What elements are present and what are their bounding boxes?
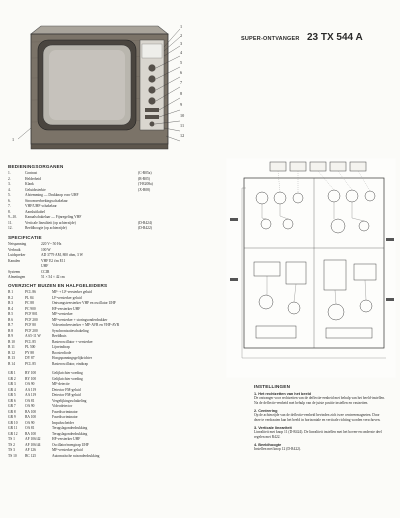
callout-number: 2 bbox=[180, 32, 183, 38]
setting-text: Op de achterzijde van de deflectie-eenheid bevinden zich twee centreermagneten. Door deze te verdraaien kan het beeld in horizontale en verticale richting worden verschoven. bbox=[254, 413, 381, 422]
tube-description: Synchronisatieschakeling bbox=[52, 328, 89, 333]
control-number: 6. bbox=[8, 198, 11, 203]
semiconductor-description: Terugslagonderdrukking bbox=[52, 431, 88, 436]
semiconductor-type: BY 100 bbox=[25, 376, 37, 381]
tube-type: PC 88 bbox=[25, 301, 34, 305]
semiconductor-description: Gelijkrichter voeding bbox=[52, 376, 83, 381]
semiconductor-description: MF-versterker geluid bbox=[52, 448, 83, 452]
tube-position: B 1 bbox=[8, 290, 14, 294]
control-label: Stroomverbrekingsschakelaar bbox=[25, 198, 68, 203]
control-code: (T-R208a) bbox=[138, 182, 153, 186]
callout-number-left: 1 bbox=[12, 137, 15, 142]
setting-title: 3. Verticale lineariteit bbox=[254, 426, 292, 430]
tv-illustration bbox=[8, 18, 208, 153]
spec-value: UHF bbox=[41, 264, 49, 268]
semiconductor-type: OA 81 bbox=[25, 398, 35, 403]
tube-description: Lijneindtrap bbox=[52, 345, 70, 349]
tube-description: Beeldbuis bbox=[52, 334, 67, 338]
tube-type: PC 900 bbox=[25, 306, 36, 311]
spec-value: AD 3779 AM, 800 ohm, 3 W bbox=[41, 253, 84, 257]
semiconductor-description: Impulsscheider bbox=[52, 420, 74, 425]
tube-description: MF-versterker + storingsonderdrukker bbox=[52, 317, 108, 322]
tube-type: PL 500 bbox=[25, 345, 36, 349]
tube-description: Rasteroscillator, eindtrap bbox=[52, 361, 88, 366]
bedieningsorganen-list bbox=[8, 171, 188, 232]
semiconductor-position: TS 2 bbox=[8, 442, 15, 447]
spec-value: 220 V~ 50 Hz bbox=[41, 242, 62, 246]
control-number: 5. bbox=[8, 193, 11, 197]
control-code: (D-R424) bbox=[138, 220, 152, 225]
spec-row bbox=[8, 275, 188, 281]
tube-type: PCF 200 bbox=[25, 317, 38, 322]
tube-type: PCL 86 bbox=[25, 290, 36, 294]
bedieningsorganen-section bbox=[8, 164, 188, 232]
tube-description: MF-versterker bbox=[52, 312, 73, 316]
semiconductor-position: GR 6 bbox=[8, 398, 16, 403]
control-label: Contrast bbox=[25, 171, 38, 175]
semiconductor-description: Oscillator/mengtrap UHF bbox=[52, 442, 89, 447]
semiconductor-position: GR 9 bbox=[8, 415, 16, 419]
semiconductor-description: Detector FM-geluid bbox=[52, 387, 81, 392]
semiconductor-position: GR 4 bbox=[8, 387, 16, 392]
semiconductor-description: Fasediscriminator bbox=[52, 415, 78, 419]
tube-position: B 4 bbox=[8, 306, 14, 311]
semiconductor-type: BY 100 bbox=[25, 371, 37, 375]
spec-value: 51 × 54 × 42 cm bbox=[41, 275, 65, 279]
semiconductor-description: Detector FM-geluid bbox=[52, 393, 81, 397]
semiconductor-type: BA 100 bbox=[25, 415, 37, 419]
semiconductor-description: HF-versterker UHF bbox=[52, 437, 81, 441]
control-number: 9.–10. bbox=[8, 215, 17, 219]
semiconductor-position: GR 2 bbox=[8, 376, 16, 381]
tube-description: LF-versterker geluid bbox=[52, 295, 82, 300]
tube-position: B 5 bbox=[8, 312, 14, 316]
semiconductor-position: GR 11 bbox=[8, 426, 18, 430]
tube-description: MF- + LF-versterker geluid bbox=[52, 290, 92, 294]
callout-number: 10 bbox=[180, 112, 185, 118]
semiconductor-position: GR 1 bbox=[8, 371, 16, 375]
chassis-diagram bbox=[226, 158, 396, 378]
control-label: VHF/UHF-schakelaar bbox=[25, 204, 57, 208]
setting-title: 1. Het rechtzetten van het beeld bbox=[254, 392, 311, 396]
instellingen-list bbox=[254, 392, 394, 452]
bedieningsorganen-heading: BEDIENINGSORGANEN bbox=[8, 164, 64, 169]
semiconductor-type: AF 106/44 bbox=[25, 442, 41, 447]
tube-position: B 12 bbox=[8, 350, 15, 355]
callout-number: 5 bbox=[180, 59, 183, 65]
spec-label: Kanalen bbox=[8, 258, 20, 263]
spec-value: VHF E2 t/m E11 bbox=[41, 258, 66, 263]
semiconductor-type: OA 90 bbox=[25, 420, 35, 425]
specificatie-heading: SPECIFICATIE bbox=[8, 235, 42, 240]
tube-description: Ontvangstversterker VHF en oscillator UHF bbox=[52, 301, 116, 305]
tube-position: B 6 bbox=[8, 317, 14, 322]
spec-label: Luidspreker bbox=[8, 253, 26, 257]
tube-row bbox=[8, 362, 198, 368]
semiconductor-row bbox=[8, 454, 198, 460]
tube-description: Boosterdiode bbox=[52, 350, 72, 355]
control-label: Klank bbox=[25, 182, 34, 186]
tube-position: B 3 bbox=[8, 301, 14, 305]
tube-position: B 10 bbox=[8, 339, 15, 344]
setting-title: 2. Centrering bbox=[254, 409, 278, 413]
control-label: Aansluitkabel bbox=[25, 209, 45, 214]
spec-label: Netspanning bbox=[8, 242, 27, 246]
tube-position: B 9 bbox=[8, 334, 14, 338]
callout-number: 7 bbox=[180, 79, 183, 85]
control-number: 3. bbox=[8, 182, 11, 186]
tube-type: PCF 801 bbox=[25, 312, 38, 316]
semiconductor-description: Videodetector bbox=[52, 404, 73, 408]
control-number: 8. bbox=[8, 209, 11, 214]
instellingen-heading: INSTELLINGEN bbox=[254, 384, 291, 389]
callout-number: 6 bbox=[180, 69, 183, 75]
semiconductor-position: GR 8 bbox=[8, 409, 16, 414]
callout-number: 11 bbox=[180, 122, 185, 128]
tube-description: Rasteroscillator + versterker bbox=[52, 339, 93, 344]
buizen-list bbox=[8, 290, 198, 367]
control-number: 4. bbox=[8, 187, 11, 192]
tube-description: Videoeindversterker + MF-AVR en VHF-AVR bbox=[52, 323, 120, 327]
tube-type: PCL 85 bbox=[25, 361, 36, 366]
control-label: Beeldhoogte (op achterzijde) bbox=[25, 226, 67, 230]
tube-type: PCL 85 bbox=[25, 339, 36, 344]
setting-text: Linealiteit met knop 11 (D-R424). De linealiteit instellen met het boven-en onderste deel regelen met R422. bbox=[254, 430, 382, 439]
control-code: (D-R422) bbox=[138, 226, 152, 230]
semiconductor-position: TS 10 bbox=[8, 453, 17, 458]
semiconductor-type: BA 100 bbox=[25, 431, 37, 436]
callout-number: 3 bbox=[180, 41, 183, 47]
tube-type: A 65-11 W bbox=[25, 334, 41, 338]
semiconductor-type: AA 119 bbox=[25, 393, 37, 397]
callout-number: 4 bbox=[180, 49, 183, 55]
buizen-section bbox=[8, 283, 198, 459]
semiconductor-position: GR 5 bbox=[8, 393, 16, 397]
callout-list bbox=[180, 24, 192, 143]
callout-number: 12 bbox=[180, 132, 185, 138]
tube-type: PCF 80 bbox=[25, 323, 36, 327]
spec-value: 100 W bbox=[41, 247, 51, 252]
control-number: 11. bbox=[8, 220, 13, 225]
semiconductor-type: OA 90 bbox=[25, 404, 35, 408]
semiconductor-type: OA 81 bbox=[25, 426, 35, 430]
callout-number: 8 bbox=[180, 90, 183, 96]
control-number: 12. bbox=[8, 226, 13, 230]
control-label: Afstemming — Drukknop voor UHF bbox=[25, 193, 79, 197]
tube-type: PCF 200 bbox=[25, 328, 38, 333]
spec-label: Systeem bbox=[8, 269, 21, 274]
spec-label: Afmetingen bbox=[8, 275, 26, 279]
page-title bbox=[241, 27, 363, 45]
tube-description: Hoogspanningsgelijkrichter bbox=[52, 356, 92, 360]
semiconductor-position: TS 1 bbox=[8, 437, 15, 441]
control-label: Geluidssterkte bbox=[25, 187, 46, 192]
semiconductor-type: BA 100 bbox=[25, 409, 37, 414]
semiconductor-type: BC 125 bbox=[25, 453, 37, 458]
control-number: 2. bbox=[8, 176, 11, 181]
control-label: Helderheid bbox=[25, 176, 41, 181]
semiconductor-description: Gelijkrichter voeding bbox=[52, 371, 83, 375]
tube-position: B 8 bbox=[8, 328, 14, 333]
setting-title: 4. Beeldhoogte bbox=[254, 443, 282, 447]
semiconductor-type: AF 126 bbox=[25, 448, 36, 452]
instellingen-section bbox=[254, 384, 394, 452]
buizen-heading: OVERZICHT BUIZEN EN HALFGELEIDERS bbox=[8, 283, 108, 288]
tube-type: PY 88 bbox=[25, 350, 34, 355]
title-model: 23 TX 544 A bbox=[306, 32, 363, 43]
control-code: (X-R08) bbox=[138, 187, 151, 192]
tube-position: B 11 bbox=[8, 345, 15, 349]
callout-number: 9 bbox=[180, 101, 183, 107]
callout-number: 1 bbox=[180, 24, 183, 29]
control-code: (C-R05a) bbox=[138, 171, 152, 175]
control-number: 1. bbox=[8, 171, 11, 175]
spec-value: CCIR bbox=[41, 269, 50, 274]
control-row bbox=[8, 226, 188, 232]
semiconductor-description: Fasediscriminator bbox=[52, 409, 78, 414]
tube-position: B 14 bbox=[8, 361, 15, 366]
control-label: Verticale linealiteit (op achterzijde) bbox=[25, 220, 76, 225]
semiconductor-type: OA 90 bbox=[25, 382, 35, 386]
tube-position: B 2 bbox=[8, 295, 14, 300]
control-number: 7. bbox=[8, 204, 11, 208]
semiconductor-position: GR 12 bbox=[8, 431, 18, 436]
tube-type: PL 84 bbox=[25, 295, 34, 300]
semiconductor-position: GR 10 bbox=[8, 420, 18, 425]
semiconductor-type: AF 106/42 bbox=[25, 437, 41, 441]
halfgeleiders-list bbox=[8, 371, 198, 459]
semiconductor-position: GR 7 bbox=[8, 404, 16, 408]
semiconductor-description: MF-detectie bbox=[52, 382, 70, 386]
semiconductor-position: TS 3 bbox=[8, 448, 15, 452]
specificatie-list bbox=[8, 242, 188, 281]
tube-position: B 13 bbox=[8, 356, 15, 360]
tube-type: DY 87 bbox=[25, 356, 35, 360]
control-label: Kanaalschakelaar — Fijnregeling VHF bbox=[25, 215, 82, 219]
semiconductor-description: Automatische ruisonderdrukking bbox=[52, 453, 100, 458]
spec-label: Verbruik bbox=[8, 247, 21, 252]
title-prefix: SUPER-ONTVANGER bbox=[241, 36, 300, 42]
semiconductor-position: GR 3 bbox=[8, 382, 16, 386]
semiconductor-description: Terugslagonderdrukking bbox=[52, 426, 88, 430]
tube-description: HF-versterker UHF bbox=[52, 306, 81, 311]
setting-text: Instellen met knop 12 (D-R422). bbox=[254, 447, 302, 451]
semiconductor-type: AA 119 bbox=[25, 387, 37, 392]
control-code: (R-R05) bbox=[138, 176, 150, 181]
semiconductor-description: Vergelijkingsschakeling bbox=[52, 398, 87, 403]
specificatie-section bbox=[8, 235, 188, 281]
setting-text: De ontvanger voor rechtzetten van de deflectie-eenheid met behulp van het beeld-instellen. Na de deflectie-eenheid met behulp van de juiste positie instellen en vastzetten. bbox=[254, 396, 385, 405]
tube-position: B 7 bbox=[8, 323, 14, 327]
